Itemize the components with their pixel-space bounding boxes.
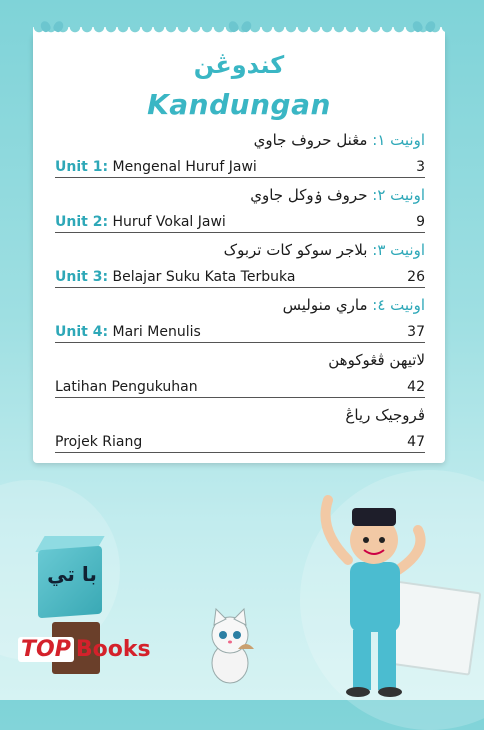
toc-page-number: 26 [407,269,425,285]
toc-page-number: 9 [416,214,425,230]
toc-title: Projek Riang [55,434,143,450]
toc-title: Belajar Suku Kata Terbuka [112,269,296,285]
toc-entry-jawi [55,241,425,259]
toc-title-jawi: حروف ۏوکل جاوي [250,186,368,204]
toc-entry [55,351,425,398]
toc-entry-rumi[interactable] [55,155,425,178]
boy-illustration [298,490,448,700]
page-title-jawi: کندوڠن [193,51,285,79]
toc-entry-jawi [55,406,425,424]
toc-title: Mengenal Huruf Jawi [112,159,257,175]
toc-title-jawi: مڠنل حروف جاوي [253,131,368,149]
toc-entry [55,131,425,178]
toc-title-jawi: لاتيهن ڤڠوکوهن [328,351,425,369]
kitten-illustration [200,605,260,685]
toc-unit-jawi: اونيت ١: [372,131,425,149]
toc-unit: Unit 3: [55,269,109,285]
toc-title-jawi: بلاجر سوکو کات تربوک [223,241,368,259]
toc-entry-rumi[interactable] [55,320,425,343]
toc-page-number: 47 [407,434,425,450]
toc-entry-jawi [55,186,425,204]
watermark-top: TOP [18,637,74,662]
page-title: Kandungan [147,88,331,121]
toc-unit: Unit 4: [55,324,109,340]
toc-entry [55,296,425,343]
bow-decoration-icon [43,17,61,35]
toc-unit-jawi: اونيت ٤: [372,296,425,314]
toc-entry-rumi[interactable] [55,210,425,233]
toc-unit: Unit 2: [55,214,109,230]
toc-entry-jawi [55,351,425,369]
toc-entry [55,186,425,233]
bow-decoration-icon [231,17,249,35]
toc-entry-rumi[interactable] [55,375,425,398]
contents-card [33,33,445,463]
toc-page-number: 37 [407,324,425,340]
toc-entry-jawi [55,131,425,149]
toc-title-jawi: ڤروجيک رياڠ [345,406,425,424]
toc-entry [55,406,425,453]
toc-title: Mari Menulis [112,324,201,340]
toc-page-number: 3 [416,159,425,175]
toc-title: Huruf Vokal Jawi [112,214,226,230]
toc-unit-jawi: اونيت ٢: [372,186,425,204]
toc-entry-rumi[interactable] [55,430,425,453]
watermark-books: Books [75,637,151,662]
toc-page-number: 42 [407,379,425,395]
toc-title: Latihan Pengukuhan [55,379,198,395]
toc-entry-jawi [55,296,425,314]
watermark-logo [18,637,151,662]
bow-decoration-icon [415,17,433,35]
toc-unit-jawi: اونيت ٣: [372,241,425,259]
toc-unit: Unit 1: [55,159,109,175]
box-label: با تي [47,562,97,586]
toc-title-jawi: ماري منوليس [282,296,368,314]
toc-entry [55,241,425,288]
toc-entry-rumi[interactable] [55,265,425,288]
